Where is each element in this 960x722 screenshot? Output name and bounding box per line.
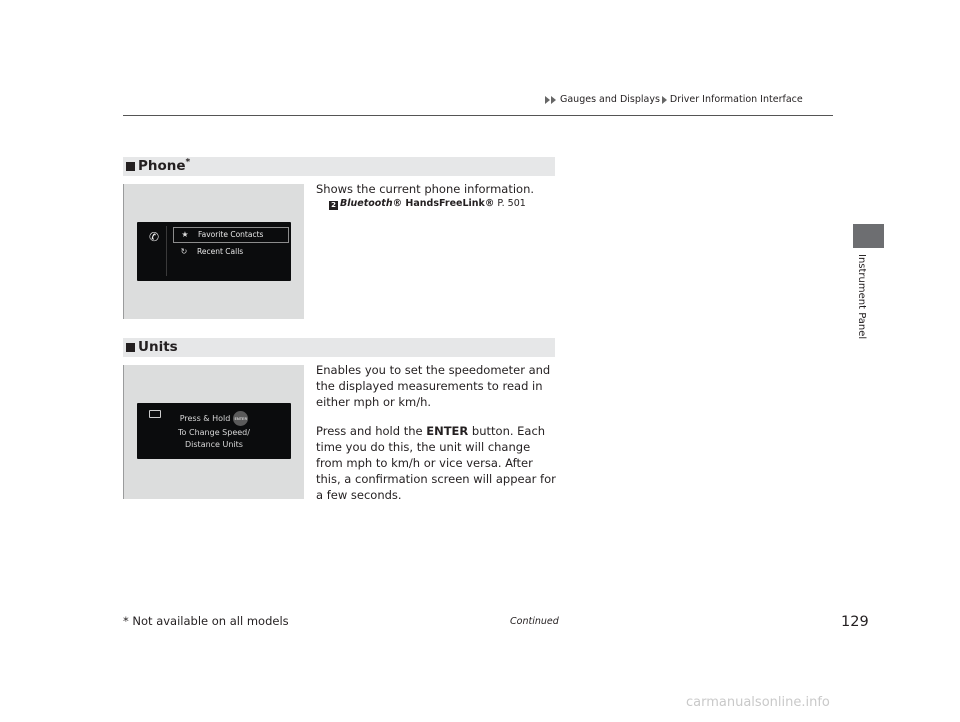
- units-line-2: To Change Speed/: [178, 428, 250, 437]
- menu-item-favorite-contacts: ★ Favorite Contacts: [173, 227, 289, 243]
- menu-item-recent-calls: ↻ Recent Calls: [173, 244, 287, 260]
- chapter-tab: [853, 224, 884, 248]
- breadcrumb-item-gauges[interactable]: Gauges and Displays: [560, 94, 660, 105]
- section-marker-icon: [126, 343, 135, 352]
- chapter-label-text: Instrument Panel: [856, 254, 867, 340]
- footnote-marker: *: [185, 157, 191, 168]
- continued-label: Continued: [510, 616, 559, 627]
- units-line-3: Distance Units: [185, 440, 243, 449]
- phone-display: [137, 222, 291, 281]
- units-line-1: Press & Hold ENTER: [137, 411, 291, 426]
- xref-icon: 2: [329, 201, 338, 210]
- phone-icon: ✆: [149, 230, 160, 244]
- watermark: carmanualsonline.info: [686, 695, 830, 710]
- enter-label: ENTER: [426, 424, 469, 438]
- units-section-header: [123, 338, 555, 357]
- phone-description: Shows the current phone information.: [316, 182, 535, 196]
- units-paragraph-2: Press and hold the ENTER button. Each time you do this, the unit will change from mph to km/h or vice versa. After this, a confirmation screen will appear for a few seconds.: [316, 424, 556, 502]
- footnote: * Not available on all models: [123, 614, 289, 628]
- history-icon: ↻: [180, 247, 188, 256]
- units-display: [137, 403, 291, 459]
- section-marker-icon: [126, 162, 135, 171]
- breadcrumb: [545, 94, 803, 105]
- screen-divider: [166, 226, 167, 276]
- chapter-tab-label: [856, 254, 874, 344]
- phone-section-title: Phone*: [138, 157, 191, 174]
- page-number: 129: [841, 614, 869, 630]
- breadcrumb-arrows-icon: [545, 96, 557, 104]
- header-rule: [123, 115, 833, 116]
- units-section-title: Units: [138, 339, 178, 355]
- units-screen-panel: [123, 365, 304, 499]
- breadcrumb-item-driver-info[interactable]: Driver Information Interface: [669, 94, 803, 105]
- bluetooth-xref-link[interactable]: 2 Bluetooth® HandsFreeLink® P. 501: [329, 198, 526, 210]
- star-icon: ★: [181, 230, 189, 239]
- breadcrumb-separator-icon: [662, 96, 667, 104]
- units-paragraph-1: Enables you to set the speedometer and the displayed measurements to read in either mph or km/h.: [316, 363, 551, 409]
- phone-screen-panel: [123, 184, 304, 319]
- enter-button-icon: ENTER: [233, 411, 248, 426]
- phone-section-header: [123, 157, 555, 176]
